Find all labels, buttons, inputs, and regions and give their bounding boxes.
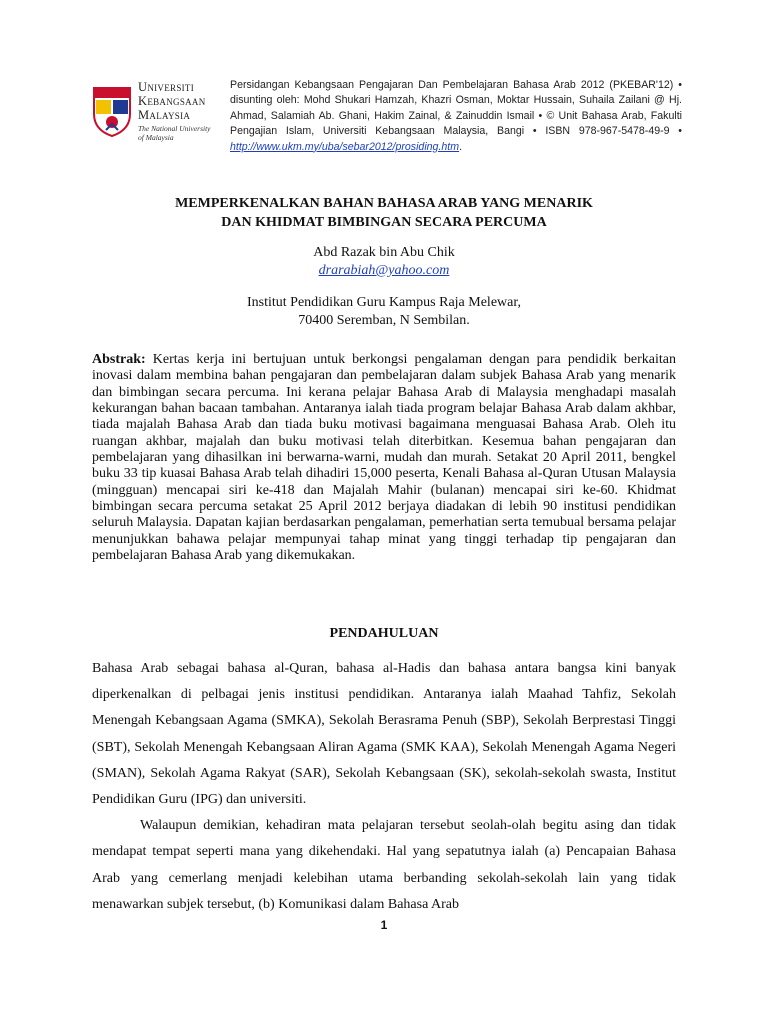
author-institution xyxy=(92,294,676,330)
university-name xyxy=(138,80,206,122)
ukm-logo xyxy=(92,80,220,156)
university-name-line: Malaysia xyxy=(138,108,191,122)
abstract-text: Kertas kerja ini bertujuan untuk berkongsi pengalaman dengan para pendidik berkaitan inovasi dalam membina bahan pengajaran dan pembelajaran dalam subjek Bahasa Arab yang menarik dan bimbingan secara percuma. Ini kerana pelajar Bahasa Arab di Malaysia menghadapi masalah kekurangan bahan bacaan tambahan. Antaranya ialah tiada program belajar Bahasa Arab dalam akhbar, tiada majalah Bahasa Arab dan tiada buku motivasi bagaimana menguasai Bahasa Arab. Oleh itu ruangan akhbar, majalah dan buku motivasi telah diterbitkan. Kesemua bahan pengajaran dan pembelajaran yang dihasilkan ini berwarna-warni, mudah dan murah. Setakat 20 April 2011, bengkel buku 33 tip kuasai Bahasa Arab telah dihadiri 15,000 peserta, Kenali Bahasa al-Quran Utusan Malaysia (mingguan) mencapai siri ke-418 dan Majalah Mahir (bulanan) mencapai siri ke-60. Khidmat bimbingan secara percuma setakat 25 April 2012 berjaya diadakan di lebih 90 institusi pendidikan seluruh Malaysia. Dapatan kajian berdasarkan pengalaman, pemerhatian serta temubual bersama pelajar menunjukkan bahawa pelajar mempunyai tahap minat yang tinggi terhadap tip pengajaran dan pembelajaran Bahasa Arab yang dikemukakan. xyxy=(92,352,676,564)
ukm-crest-icon xyxy=(92,86,132,138)
university-name-line: Universiti xyxy=(138,80,195,94)
paper-title xyxy=(92,194,676,232)
body-paragraph: Bahasa Arab sebagai bahasa al-Quran, bahasa al-Hadis dan bahasa antara bangsa kini banyak diperkenalkan di pelbagai jenis institusi pendidikan. Antaranya ialah Maahad Tahfiz, Sekolah Menengah Kebangsaan Agama (SMKA), Sekolah Berasrama Penuh (SBP), Sekolah Berprestasi Tinggi (SBT), Sekolah Menengah Kebangsaan Aliran Agama (SMK KAA), Sekolah Menengah Agama Negeri (SMAN), Sekolah Agama Rakyat (SAR), Sekolah Kebangsaan (SK), sekolah-sekolah swasta, Institut Pendidikan Guru (IPG) dan universiti. xyxy=(92,661,676,808)
author-name: Abd Razak bin Abu Chik xyxy=(313,245,455,260)
page-number: 1 xyxy=(380,918,388,932)
body-paragraph: Walaupun demikian, kehadiran mata pelajaran tersebut seolah-olah begitu asing dan tidak mendapat tempat seperti mana yang dikehendaki. Hal yang sepatutnya ialah (a) Pencapaian Bahasa Arab yang cemerlang menjadi kelebihan utama berbanding sekolah-sekolah lain yang tidak menawarkan subjek tersebut, (b) Komunikasi dalam Bahasa Arab xyxy=(92,818,676,912)
abstract-label: Abstrak: xyxy=(92,352,146,367)
conference-header xyxy=(92,78,682,158)
conference-url-suffix: . xyxy=(459,140,463,153)
section-heading: PENDAHULUAN xyxy=(329,626,439,641)
university-name-line: Kebangsaan xyxy=(138,94,206,108)
proceedings-link[interactable]: http://www.ukm.my/uba/sebar2012/prosiding.htm xyxy=(230,140,460,153)
title-line: MEMPERKENALKAN BAHAN BAHASA ARAB YANG MENARIK xyxy=(175,196,593,211)
institution-line: 70400 Seremban, N Sembilan. xyxy=(298,313,470,328)
institution-line: Institut Pendidikan Guru Kampus Raja Melewar, xyxy=(247,295,521,310)
body-text xyxy=(92,656,676,918)
title-line: DAN KHIDMAT BIMBINGAN SECARA PERCUMA xyxy=(221,215,547,230)
tagline-line: The National University xyxy=(138,124,211,133)
author-email-link[interactable]: drarabiah@yahoo.com xyxy=(318,263,450,278)
conference-text: Persidangan Kebangsaan Pengajaran Dan Pembelajaran Bahasa Arab 2012 (PKEBAR'12) • disunting oleh: Mohd Shukari Hamzah, Khazri Osman, Moktar Hussain, Suhaila Zailani @ Hj. Ahmad, Salamiah Ab. Ghani, Hakim Zainal, & Zainuddin Ismail • © Unit Bahasa Arab, Fakulti Pengajian Islam, Universiti Kebangsaan Malaysia, Bangi • ISBN 978-967-5478-49-9 • xyxy=(230,79,682,138)
author-block xyxy=(92,244,676,280)
tagline-line: of Malaysia xyxy=(138,133,174,142)
conference-info xyxy=(230,78,682,155)
abstract xyxy=(92,352,676,564)
university-tagline xyxy=(138,124,218,142)
